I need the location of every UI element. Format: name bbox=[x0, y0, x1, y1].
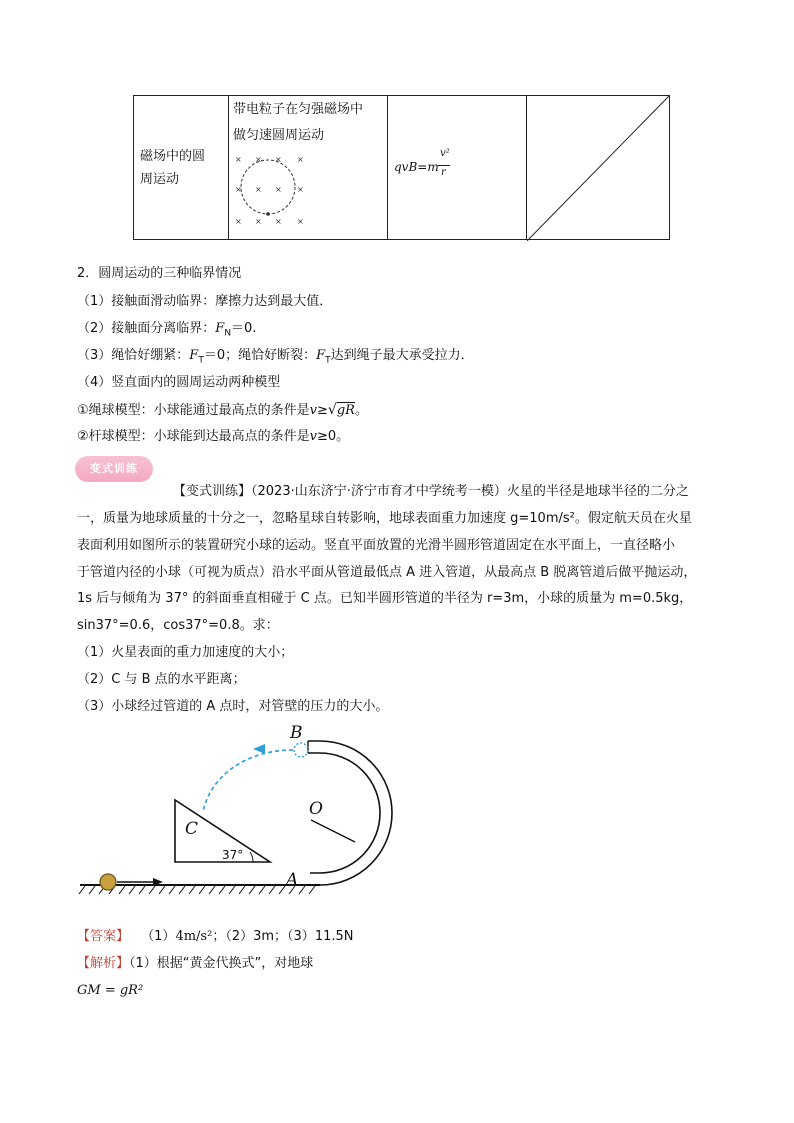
model2-prefix: ②杆球模型：小球能到达最高点的条件是 bbox=[77, 429, 310, 444]
critical-item-2 bbox=[77, 320, 256, 343]
exercise-line-4: 于管道内径的小球（可视为质点）沿水平面从管道最低点 A 进入管道，从最高点 B 脱离管道后做平抛运动， bbox=[77, 565, 697, 580]
model1-prefix: ①绳球模型：小球能通过最高点的条件是 bbox=[77, 403, 310, 418]
ball bbox=[100, 874, 116, 890]
svg-text:×: × bbox=[297, 155, 304, 164]
formula-denominator: r bbox=[441, 166, 446, 178]
diagonal-line bbox=[527, 96, 669, 241]
exercise-line-1: 【变式训练】（2023·山东济宁·济宁市育才中学统考一模）火星的半径是地球半径的二分之 bbox=[173, 484, 689, 499]
row-label-cell bbox=[134, 96, 229, 240]
item3-sub1: T bbox=[198, 355, 204, 366]
exercise-line-6: sin37°=0.6，cos37°=0.8。求： bbox=[77, 618, 279, 633]
exercise-line-5: 1s 后与倾角为 37° 的斜面垂直相碰于 C 点。已知半圆形管道的半径为 r=3m，小球的质量为 m=0.5kg， bbox=[77, 591, 693, 606]
model2-cond: ≥0。 bbox=[317, 429, 350, 444]
rod-model bbox=[77, 428, 349, 446]
question-1: （1）火星表面的重力加速度的大小； bbox=[77, 645, 294, 660]
description-line2: 做匀速圆周运动 bbox=[233, 128, 325, 143]
label-O: O bbox=[309, 799, 323, 819]
rope-model bbox=[77, 401, 368, 420]
svg-text:×: × bbox=[255, 185, 262, 194]
critical-item-4: （4）竖直面内的圆周运动两种模型 bbox=[77, 375, 281, 390]
answer-3: 11.5N bbox=[314, 929, 354, 944]
analysis-text: （1）根据“黄金代换式”，对地球 bbox=[129, 956, 314, 971]
critical-item-1: （1）接触面滑动临界：摩擦力达到最大值． bbox=[77, 294, 333, 309]
radius-line bbox=[311, 820, 355, 842]
description-cell bbox=[229, 96, 388, 240]
question-2: （2）C 与 B 点的水平距离； bbox=[77, 672, 246, 687]
svg-text:×: × bbox=[275, 217, 282, 226]
item2-prefix: （2）接触面分离临界： bbox=[77, 321, 216, 336]
exercise-line-2: 一，质量为地球质量的十分之一，忽略星球自转影响，地球表面重力加速度 g=10m/s²。假定航天员在火星 bbox=[77, 511, 692, 526]
formula-left: qvB=m bbox=[394, 159, 439, 174]
item3-a: （3）绳恰好绷紧： bbox=[77, 348, 190, 363]
model1-end: 。 bbox=[354, 403, 368, 418]
exercise-line-3: 表面利用如图所示的装置研究小球的运动。竖直平面放置的光滑半圆形管道固定在水平面上，一直径略小 bbox=[77, 538, 676, 553]
analysis-equation: GM = gR² bbox=[77, 983, 144, 998]
summary-table bbox=[133, 95, 670, 240]
trajectory-path bbox=[203, 750, 293, 812]
empty-cell bbox=[527, 96, 670, 240]
formula-fraction-bar bbox=[438, 165, 450, 166]
svg-text:×: × bbox=[255, 155, 262, 164]
section-title: 2．圆周运动的三种临界情况 bbox=[77, 266, 242, 281]
item3-b: ＝0；绳恰好断裂： bbox=[203, 348, 317, 363]
svg-text:×: × bbox=[275, 185, 282, 194]
label-B: B bbox=[290, 723, 303, 743]
ball-at-B bbox=[294, 743, 308, 757]
analysis-line bbox=[77, 955, 313, 973]
answer-1-prefix: （1） bbox=[141, 929, 176, 944]
table-row bbox=[134, 96, 670, 240]
answer-line bbox=[77, 928, 353, 946]
answer-3-prefix: ；（3） bbox=[274, 929, 315, 944]
model1-var: v bbox=[309, 403, 318, 418]
question-3: （3）小球经过管道的 A 点时，对管壁的压力的大小。 bbox=[77, 699, 389, 714]
svg-text:×: × bbox=[235, 217, 242, 226]
model2-var: v bbox=[309, 429, 318, 444]
analysis-tag: 【解析】 bbox=[77, 956, 130, 971]
item3-sub2: T bbox=[325, 355, 331, 366]
svg-text:×: × bbox=[297, 185, 304, 194]
svg-text:×: × bbox=[275, 155, 282, 164]
description-line1: 带电粒子在匀强磁场中 bbox=[233, 102, 364, 117]
exercise-badge: 变式训练 bbox=[75, 456, 153, 482]
svg-text:×: × bbox=[297, 217, 304, 226]
physics-figure bbox=[75, 722, 435, 912]
label-A: A bbox=[286, 870, 299, 890]
item3-var1: F bbox=[189, 348, 199, 363]
item3-c: 达到绳子最大承受拉力． bbox=[330, 348, 474, 363]
svg-text:×: × bbox=[235, 155, 242, 164]
sqrt-sign-icon: √ bbox=[327, 402, 337, 418]
svg-text:×: × bbox=[235, 185, 242, 194]
row-label: 磁场中的圆周运动 bbox=[140, 148, 206, 187]
model1-root: gR bbox=[336, 403, 355, 418]
angle-label: 37° bbox=[222, 848, 244, 862]
magnetic-field-diagram bbox=[235, 152, 335, 232]
item2-var: F bbox=[215, 321, 225, 336]
answer-2-prefix: ；（2） bbox=[212, 929, 254, 944]
model1-ge: ≥ bbox=[317, 403, 328, 418]
label-C: C bbox=[185, 819, 199, 839]
critical-item-3 bbox=[77, 347, 474, 370]
answer-1: 4m/s² bbox=[175, 929, 213, 944]
answer-tag: 【答案】 bbox=[77, 929, 130, 944]
item2-suffix: ＝0. bbox=[231, 321, 257, 336]
item3-var2: F bbox=[316, 348, 326, 363]
trajectory-arrow-icon bbox=[253, 744, 265, 754]
formula-numerator: v² bbox=[440, 147, 450, 159]
item2-sub: N bbox=[224, 328, 232, 339]
formula-cell bbox=[388, 96, 527, 240]
answer-2: 3m bbox=[253, 929, 275, 944]
svg-text:×: × bbox=[255, 217, 262, 226]
